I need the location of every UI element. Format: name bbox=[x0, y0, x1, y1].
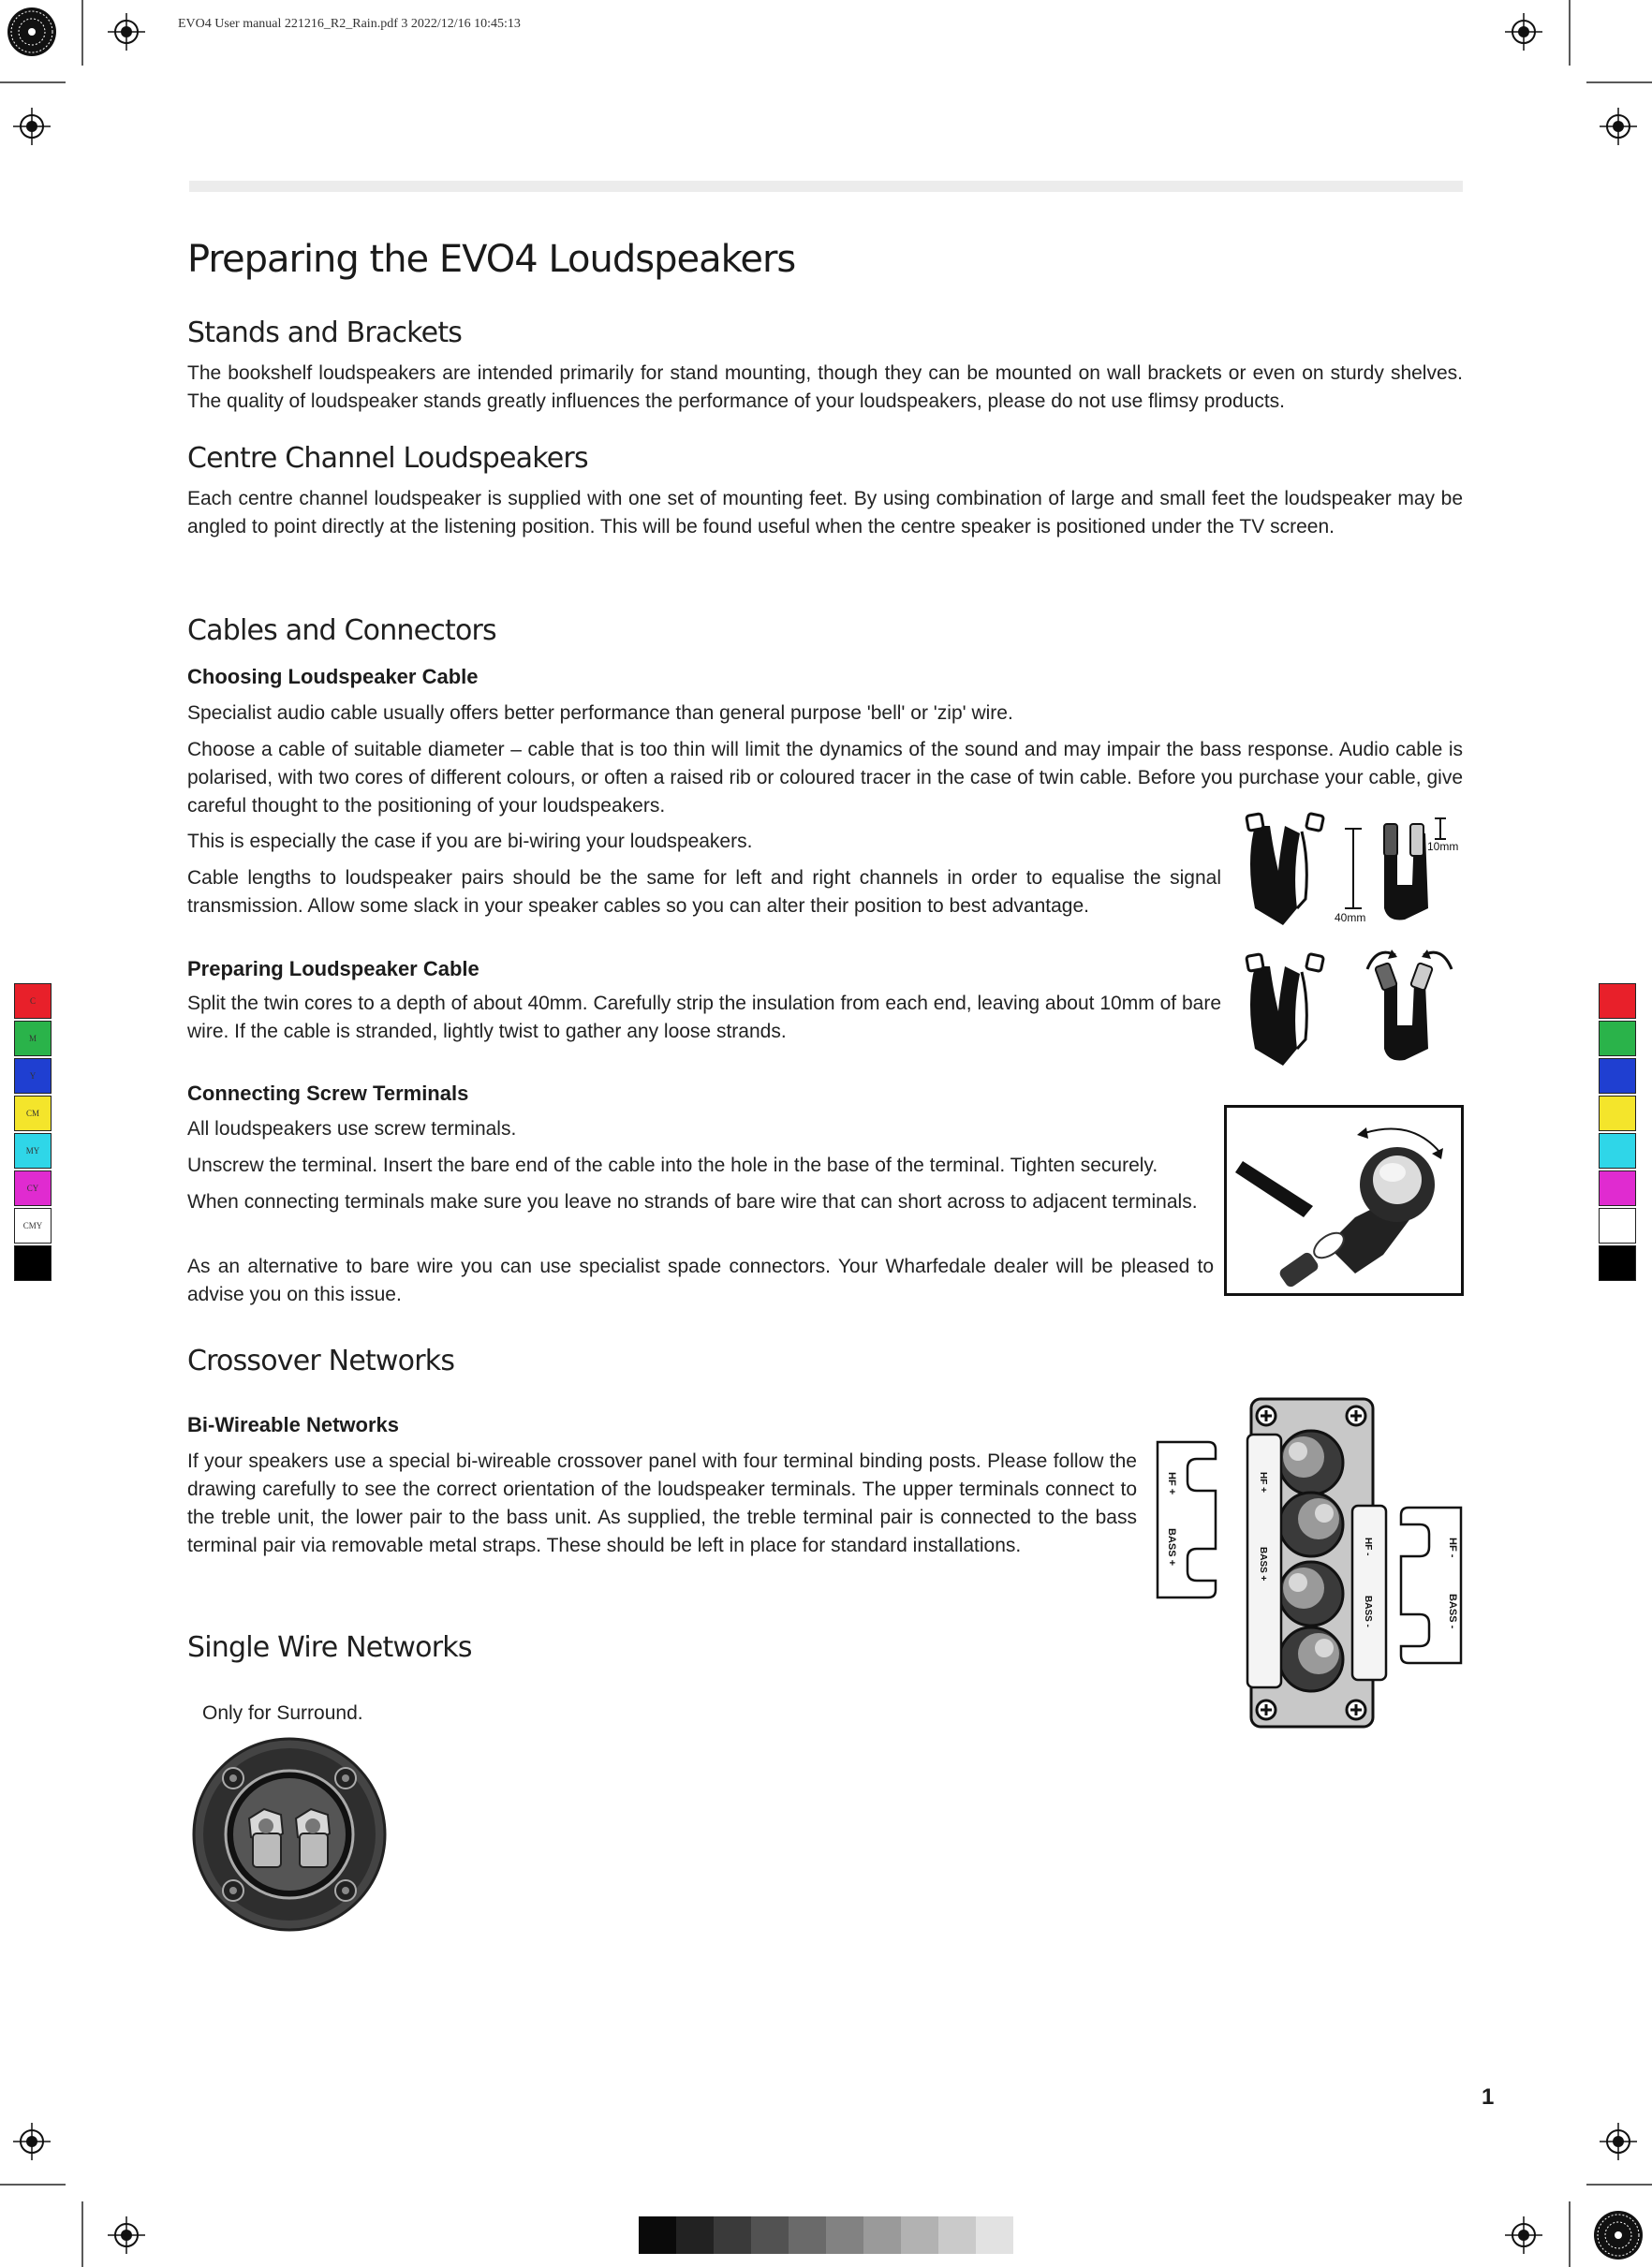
color-swatch: CMY bbox=[14, 1208, 52, 1244]
binding-post-right bbox=[296, 1809, 330, 1867]
registration-mark bbox=[108, 2216, 145, 2254]
preparing-paragraph: Split the twin cores to a depth of about 40mm. Carefully strip the insulation from each end, leaving about 10mm of bare wire. If the cable is stranded, lightly twist to gather any loose strands. bbox=[187, 993, 1221, 1042]
heading-screw-terminals: Connecting Screw Terminals bbox=[187, 1082, 469, 1105]
stands-paragraph: The bookshelf loudspeakers are intended primarily for stand mounting, though they can be mounted on wall brackets or even on sturdy shelves. The quality of loudspeaker stands greatly influences the performance of your loudspeakers, please do not use flimsy products. bbox=[187, 362, 1463, 412]
single-wire-paragraph: Only for Surround. bbox=[202, 1702, 363, 1724]
choosing-paragraph-2: Choose a cable of suitable diameter – cable that is too thin will limit the dynamics of the sound and may impair the bass response. Audio cable is polarised, with two cores of different colours, or often a raised rib or coloured tracer in the case of twin cable. Before you purchase your cable, give careful thought to the positioning of your loudspeakers. bbox=[187, 739, 1463, 817]
color-swatch: M bbox=[14, 1021, 52, 1056]
centre-paragraph: Each centre channel loudspeaker is supplied with one set of mounting feet. By using combination of large and small feet the loudspeaker may be angled to point directly at the listening position. This will be found useful when the centre speaker is positioned under the TV screen. bbox=[187, 488, 1463, 537]
mounting-screw-icon bbox=[223, 1880, 243, 1901]
color-swatch bbox=[1599, 983, 1636, 1019]
heading-stands: Stands and Brackets bbox=[187, 316, 463, 349]
heading-crossover: Crossover Networks bbox=[187, 1345, 455, 1377]
gray-step bbox=[826, 2216, 863, 2254]
label-10mm: 10mm bbox=[1427, 840, 1459, 853]
mounting-screw-icon bbox=[223, 1768, 243, 1789]
cable-split-drawing bbox=[1246, 814, 1324, 925]
page-title: Preparing the EVO4 Loudspeakers bbox=[187, 238, 796, 281]
registration-mark bbox=[13, 2123, 51, 2160]
screw-icon bbox=[1347, 1700, 1365, 1719]
screw-paragraph-1: All loudspeakers use screw terminals. bbox=[187, 1118, 517, 1140]
color-swatch: Y bbox=[14, 1058, 52, 1094]
choosing-paragraph-3: This is especially the case if you are bi-wiring your loudspeakers. bbox=[187, 831, 753, 852]
heading-preparing-cable: Preparing Loudspeaker Cable bbox=[187, 957, 479, 980]
registration-mark bbox=[1600, 108, 1637, 145]
color-swatch: CY bbox=[14, 1170, 52, 1206]
cable-preparation-figure bbox=[1227, 805, 1470, 1077]
screw-paragraph-2: Unscrew the terminal. Insert the bare end of the cable into the hole in the base of the terminal. Tighten securely. bbox=[187, 1155, 1158, 1176]
gray-step bbox=[938, 2216, 976, 2254]
registration-mark bbox=[108, 13, 145, 51]
gray-step bbox=[901, 2216, 938, 2254]
right-terminal-label-bracket bbox=[1401, 1508, 1461, 1663]
gray-step bbox=[714, 2216, 751, 2254]
heading-biwire: Bi-Wireable Networks bbox=[187, 1413, 399, 1436]
header-rule bbox=[189, 181, 1463, 192]
label-bass-plus: BASS + bbox=[1166, 1528, 1177, 1567]
choosing-paragraph-4: Cable lengths to loudspeaker pairs should be the same for left and right channels in order to equalise the signal transmission. Allow some slack in your speaker cables so you can alter their position to best advantage. bbox=[187, 867, 1221, 917]
color-swatch bbox=[14, 1245, 52, 1281]
color-swatch bbox=[1599, 1170, 1636, 1206]
gray-step bbox=[676, 2216, 714, 2254]
depth-marker-40mm bbox=[1335, 829, 1365, 924]
screw-icon bbox=[1257, 1406, 1276, 1425]
starburst-mark bbox=[7, 7, 56, 56]
heading-single-wire: Single Wire Networks bbox=[187, 1631, 472, 1664]
label-40mm: 40mm bbox=[1335, 911, 1366, 924]
biwire-terminal-figure bbox=[1154, 1397, 1465, 1730]
page-number: 1 bbox=[1482, 2084, 1495, 2110]
left-terminal-label-bracket bbox=[1158, 1442, 1216, 1597]
label-bass-plus-strap: BASS + bbox=[1258, 1547, 1268, 1582]
gray-step bbox=[863, 2216, 901, 2254]
cable-twisted-drawing bbox=[1246, 949, 1452, 1066]
color-swatch bbox=[1599, 1133, 1636, 1169]
label-bass-minus: BASS - bbox=[1447, 1594, 1458, 1629]
color-swatch bbox=[1599, 1096, 1636, 1131]
screw-icon bbox=[1257, 1700, 1276, 1719]
registration-mark bbox=[1505, 13, 1542, 51]
heading-choosing-cable: Choosing Loudspeaker Cable bbox=[187, 665, 479, 688]
print-slug: EVO4 User manual 221216_R2_Rain.pdf 3 2022/12/16 10:45:13 bbox=[178, 17, 521, 31]
color-swatch bbox=[1599, 1021, 1636, 1056]
heading-cables: Cables and Connectors bbox=[187, 614, 496, 647]
label-hf-minus: HF - bbox=[1447, 1538, 1458, 1558]
mounting-screw-icon bbox=[335, 1880, 356, 1901]
color-swatch bbox=[1599, 1245, 1636, 1281]
single-wire-terminal-figure bbox=[191, 1736, 388, 1933]
screw-icon bbox=[1347, 1406, 1365, 1425]
grayscale-strip bbox=[639, 2216, 1013, 2254]
gray-step bbox=[751, 2216, 789, 2254]
color-swatch bbox=[1599, 1208, 1636, 1244]
screw-paragraph-3: When connecting terminals make sure you leave no strands of bare wire that can short across to adjacent terminals. bbox=[187, 1191, 1198, 1213]
color-swatch: MY bbox=[14, 1133, 52, 1169]
label-hf-plus-strap: HF + bbox=[1258, 1472, 1268, 1493]
registration-mark bbox=[13, 108, 51, 145]
gray-step bbox=[639, 2216, 676, 2254]
biwire-paragraph: If your speakers use a special bi-wireable crossover panel with four terminal binding posts. Please follow the drawing carefully to see the correct orientation of the loudspeaker terminals. The upper terminals connect to the treble unit, the lower pair to the bass unit. As supplied, the treble terminal pair is connected to the bass terminal pair via removable metal straps. These should be left in place for standard installations. bbox=[187, 1450, 1137, 1556]
registration-mark bbox=[1600, 2123, 1637, 2160]
binding-post-left bbox=[249, 1809, 283, 1867]
label-hf-plus: HF + bbox=[1166, 1472, 1177, 1495]
label-bass-minus-strap: BASS - bbox=[1363, 1596, 1373, 1627]
color-swatch bbox=[1599, 1058, 1636, 1094]
color-swatch: C bbox=[14, 983, 52, 1019]
screw-terminal-figure bbox=[1224, 1105, 1464, 1296]
strap-left bbox=[1247, 1435, 1281, 1687]
gray-step bbox=[976, 2216, 1013, 2254]
gray-step bbox=[789, 2216, 826, 2254]
color-swatch: CM bbox=[14, 1096, 52, 1131]
choosing-paragraph-1: Specialist audio cable usually offers better performance than general purpose 'bell' or 'zip' wire. bbox=[187, 702, 1013, 724]
mounting-screw-icon bbox=[335, 1768, 356, 1789]
registration-mark bbox=[1505, 2216, 1542, 2254]
strap-right bbox=[1352, 1506, 1386, 1680]
label-hf-minus-strap: HF - bbox=[1363, 1538, 1373, 1556]
screw-paragraph-4: As an alternative to bare wire you can use specialist spade connectors. Your Wharfedale dealer will be pleased to advise you on this issue. bbox=[187, 1256, 1214, 1305]
heading-centre: Centre Channel Loudspeakers bbox=[187, 442, 588, 475]
cable-stripped-drawing bbox=[1384, 818, 1458, 920]
starburst-mark bbox=[1594, 2211, 1643, 2260]
